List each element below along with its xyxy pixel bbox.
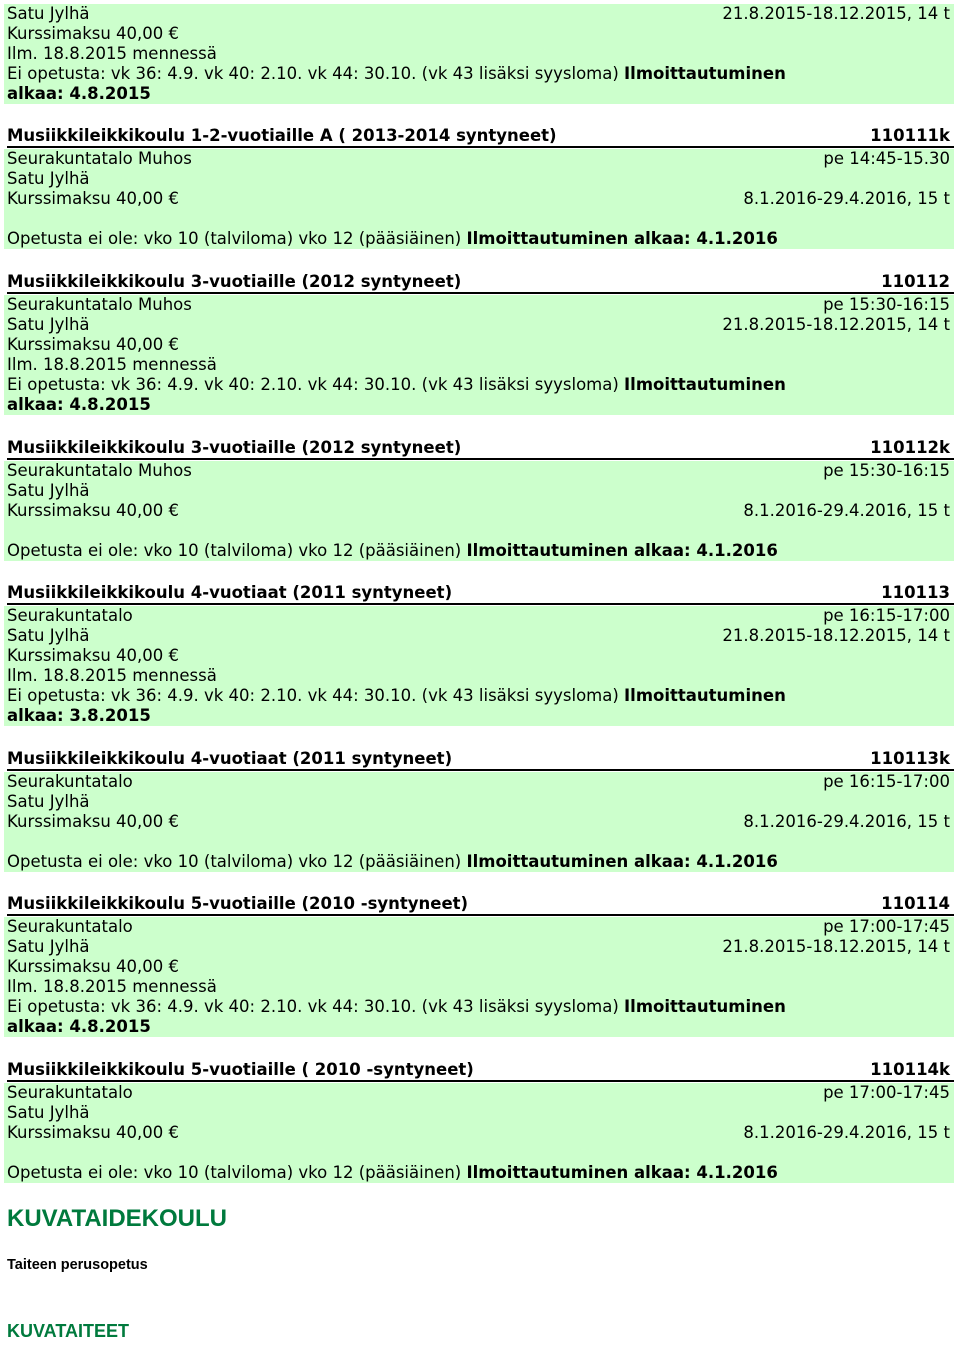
note-bold: Ilmoittautuminen alkaa: 4.1.2016 [466, 852, 778, 871]
course-row-note [4, 375, 954, 395]
dates: 8.1.2016-29.4.2016, 15 t [743, 1123, 950, 1142]
dates: 8.1.2016-29.4.2016, 15 t [743, 189, 950, 208]
fee: Kurssimaksu 40,00 [7, 1123, 169, 1142]
note-continued: alkaa: 4.8.2015 [7, 395, 151, 414]
course-row-fee [4, 646, 954, 666]
note: Ei opetusta: vk 36: 4.9. vk 40: 2.10. vk 44: 30.10. (vk 43 lisäksi syysloma) [7, 375, 625, 394]
euro-icon: € [168, 957, 180, 976]
fee: Kurssimaksu 40,00 [7, 812, 169, 831]
course-title-row [4, 272, 954, 292]
top-row-note [4, 64, 954, 84]
dates: 21.8.2015-18.12.2015, 14 t [722, 315, 950, 334]
place: Seurakuntatalo [7, 772, 133, 791]
course-row-teacher [4, 626, 954, 646]
course-row-fee [4, 501, 954, 521]
fee: Kurssimaksu 40,00 [7, 501, 169, 520]
course-title-row [4, 749, 954, 769]
course-row-spacer [4, 521, 954, 541]
place: Seurakuntatalo [7, 1083, 133, 1102]
note-bold: Ilmoittautuminen alkaa: 4.1.2016 [466, 1163, 778, 1182]
subheading-taiteen-perusopetus: Taiteen perusopetus [7, 1257, 148, 1273]
note-bold: Ilmoittautuminen [624, 686, 786, 705]
course-row-note2 [4, 395, 954, 415]
course-code: 110114 [881, 894, 950, 913]
course-row-reg [4, 666, 954, 686]
time: pe 17:00-17:45 [823, 917, 950, 936]
note: Ei opetusta: vk 36: 4.9. vk 40: 2.10. vk 44: 30.10. (vk 43 lisäksi syysloma) [7, 997, 625, 1016]
course-title-row [4, 1060, 954, 1080]
registration-deadline: Ilm. 18.8.2015 mennessä [7, 666, 217, 685]
course-row-note [4, 1163, 954, 1183]
course-row-fee [4, 1123, 954, 1143]
divider [7, 146, 954, 148]
course-row-teacher [4, 792, 954, 812]
course-code: 110111k [870, 126, 950, 145]
euro-icon: € [168, 189, 180, 208]
euro-icon: € [168, 501, 180, 520]
note-continued: alkaa: 4.8.2015 [7, 84, 151, 103]
course-row-reg [4, 355, 954, 375]
divider [7, 603, 954, 605]
dates: 21.8.2015-18.12.2015, 14 t [722, 937, 950, 956]
divider [7, 292, 954, 294]
note: Ei opetusta: vk 36: 4.9. vk 40: 2.10. vk 44: 30.10. (vk 43 lisäksi syysloma) [7, 64, 625, 83]
fee: Kurssimaksu 40,00 [7, 335, 169, 354]
note-bold: Ilmoittautuminen [624, 64, 786, 83]
course-title: Musiikkileikkikoulu 4-vuotiaat (2011 syntyneet) [7, 583, 453, 602]
place: Seurakuntatalo Muhos [7, 149, 192, 168]
course-row-fee [4, 812, 954, 832]
course-title-row [4, 583, 954, 603]
time: pe 16:15-17:00 [823, 606, 950, 625]
registration-deadline: Ilm. 18.8.2015 mennessä [7, 355, 217, 374]
fee: Kurssimaksu 40,00 [7, 189, 169, 208]
dates: 8.1.2016-29.4.2016, 15 t [743, 501, 950, 520]
course-row-place [4, 606, 954, 626]
course-code: 110112 [881, 272, 950, 291]
note: Opetusta ei ole: vko 10 (talviloma) vko 12 (pääsiäinen) [7, 1163, 467, 1182]
note: Opetusta ei ole: vko 10 (talviloma) vko 12 (pääsiäinen) [7, 852, 467, 871]
course-code: 110113 [881, 583, 950, 602]
teacher: Satu Jylhä [7, 481, 90, 500]
place: Seurakuntatalo [7, 606, 133, 625]
dates: 21.8.2015-18.12.2015, 14 t [722, 626, 950, 645]
teacher: Satu Jylhä [7, 315, 90, 334]
fee: Kurssimaksu 40,00 [7, 24, 169, 43]
top-row-note2 [4, 84, 954, 104]
course-row-place [4, 295, 954, 315]
time: pe 15:30-16:15 [823, 295, 950, 314]
course-row-note [4, 997, 954, 1017]
course-row-fee [4, 189, 954, 209]
teacher: Satu Jylhä [7, 626, 90, 645]
course-row-teacher [4, 1103, 954, 1123]
course-row-fee [4, 957, 954, 977]
note: Opetusta ei ole: vko 10 (talviloma) vko 12 (pääsiäinen) [7, 541, 467, 560]
course-title: Musiikkileikkikoulu 3-vuotiaille (2012 syntyneet) [7, 272, 462, 291]
note-bold: Ilmoittautuminen alkaa: 4.1.2016 [466, 541, 778, 560]
note-bold: Ilmoittautuminen [624, 997, 786, 1016]
teacher: Satu Jylhä [7, 937, 90, 956]
note-bold: Ilmoittautuminen [624, 375, 786, 394]
teacher: Satu Jylhä [7, 169, 90, 188]
course-title: Musiikkileikkikoulu 5-vuotiaille ( 2010 -syntyneet) [7, 1060, 474, 1079]
teacher: Satu Jylhä [7, 4, 90, 23]
note: Opetusta ei ole: vko 10 (talviloma) vko 12 (pääsiäinen) [7, 229, 467, 248]
registration-deadline: Ilm. 18.8.2015 mennessä [7, 977, 217, 996]
section-heading-kuvataiteet: KUVATAITEET [7, 1321, 129, 1341]
fee: Kurssimaksu 40,00 [7, 957, 169, 976]
course-title-row [4, 438, 954, 458]
course-title: Musiikkileikkikoulu 5-vuotiaille (2010 -syntyneet) [7, 894, 469, 913]
time: pe 16:15-17:00 [823, 772, 950, 791]
course-title: Musiikkileikkikoulu 4-vuotiaat (2011 syntyneet) [7, 749, 453, 768]
course-row-fee [4, 335, 954, 355]
course-row-teacher [4, 937, 954, 957]
course-row-note2 [4, 1017, 954, 1037]
course-row-note2 [4, 706, 954, 726]
course-row-place [4, 772, 954, 792]
divider [7, 914, 954, 916]
course-title: Musiikkileikkikoulu 3-vuotiaille (2012 syntyneet) [7, 438, 462, 457]
registration-deadline: Ilm. 18.8.2015 mennessä [7, 44, 217, 63]
note-continued: alkaa: 3.8.2015 [7, 706, 151, 725]
euro-icon: € [168, 1123, 180, 1142]
course-title: Musiikkileikkikoulu 1-2-vuotiaille A ( 2013-2014 syntyneet) [7, 126, 557, 145]
top-row-fee [4, 24, 954, 44]
course-row-spacer [4, 209, 954, 229]
euro-icon: € [168, 812, 180, 831]
note-continued: alkaa: 4.8.2015 [7, 1017, 151, 1036]
divider [7, 769, 954, 771]
course-row-note [4, 229, 954, 249]
dates: 8.1.2016-29.4.2016, 15 t [743, 812, 950, 831]
course-code: 110114k [870, 1060, 950, 1079]
course-title-row [4, 894, 954, 914]
divider [7, 458, 954, 460]
course-row-spacer [4, 1143, 954, 1163]
teacher: Satu Jylhä [7, 1103, 90, 1122]
time: pe 17:00-17:45 [823, 1083, 950, 1102]
place: Seurakuntatalo Muhos [7, 295, 192, 314]
euro-icon: € [168, 24, 180, 43]
time: pe 14:45-15.30 [823, 149, 950, 168]
course-row-note [4, 686, 954, 706]
note: Ei opetusta: vk 36: 4.9. vk 40: 2.10. vk 44: 30.10. (vk 43 lisäksi syysloma) [7, 686, 625, 705]
course-row-place [4, 1083, 954, 1103]
teacher: Satu Jylhä [7, 792, 90, 811]
course-row-place [4, 917, 954, 937]
section-heading-kuvataidekoulu: KUVATAIDEKOULU [7, 1205, 227, 1232]
top-row-reg [4, 44, 954, 64]
euro-icon: € [168, 646, 180, 665]
place: Seurakuntatalo Muhos [7, 461, 192, 480]
course-title-row [4, 126, 954, 146]
dates: 21.8.2015-18.12.2015, 14 t [722, 4, 950, 23]
course-row-note [4, 852, 954, 872]
course-code: 110112k [870, 438, 950, 457]
euro-icon: € [168, 335, 180, 354]
course-row-note [4, 541, 954, 561]
course-row-teacher [4, 169, 954, 189]
course-row-teacher [4, 315, 954, 335]
note-bold: Ilmoittautuminen alkaa: 4.1.2016 [466, 229, 778, 248]
course-row-reg [4, 977, 954, 997]
divider [7, 1080, 954, 1082]
fee: Kurssimaksu 40,00 [7, 646, 169, 665]
course-row-teacher [4, 481, 954, 501]
course-row-place [4, 149, 954, 169]
top-row-teacher [4, 4, 954, 24]
course-row-spacer [4, 832, 954, 852]
time: pe 15:30-16:15 [823, 461, 950, 480]
course-row-place [4, 461, 954, 481]
course-code: 110113k [870, 749, 950, 768]
place: Seurakuntatalo [7, 917, 133, 936]
